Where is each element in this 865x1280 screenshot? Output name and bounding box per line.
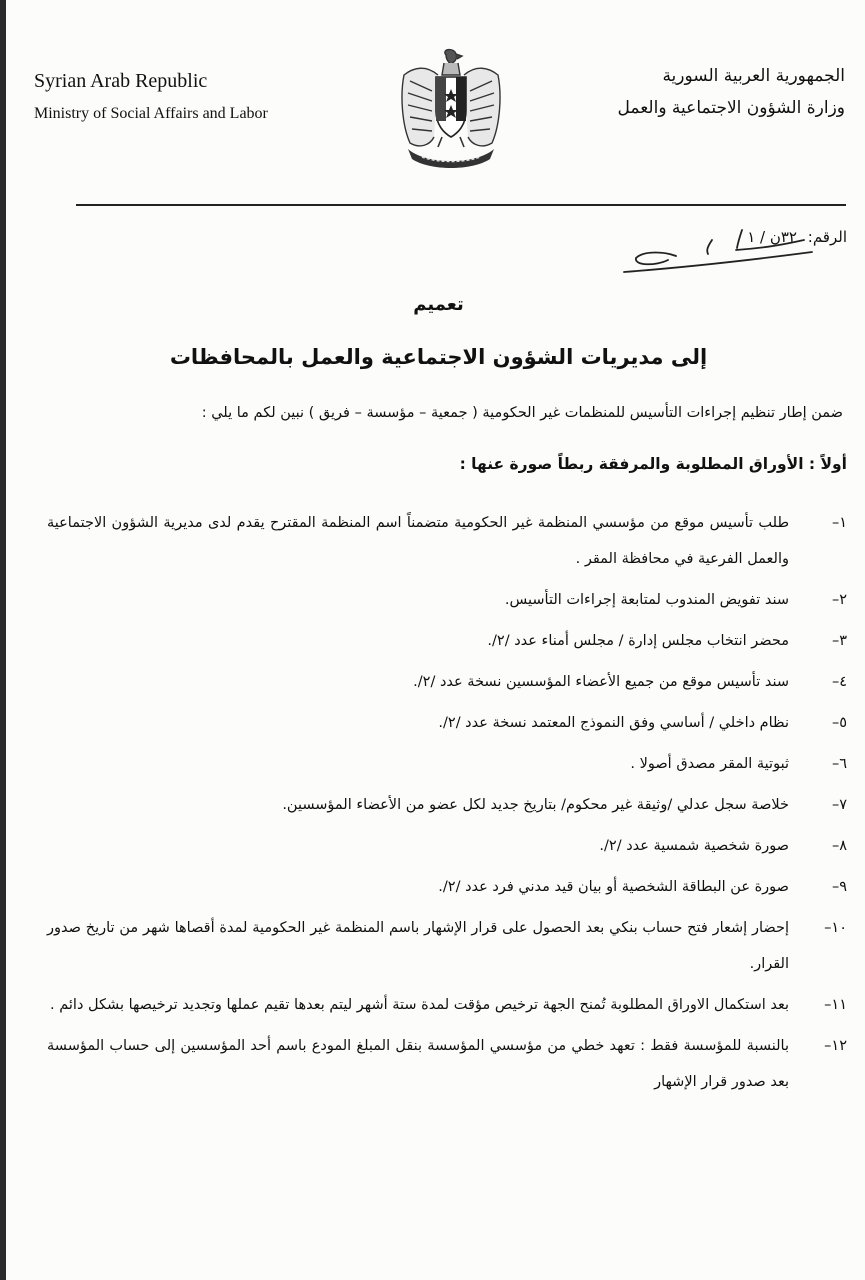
requirements-list [47, 505, 847, 1105]
list-item-number: ١٢– [824, 1038, 847, 1054]
eagle-emblem-icon [386, 45, 516, 175]
intro-paragraph: ضمن إطار تنظيم إجراءات التأسيس للمنظمات غير الحكومية ( جمعية – مؤسسة – فريق ) نبين لكم ما يلي : [201, 405, 843, 421]
list-item-text: سند تفويض المندوب لمتابعة إجراءات التأسيس. [504, 592, 789, 608]
list-item-text: إحضار إشعار فتح حساب بنكي بعد الحصول على قرار الإشهار باسم المنظمة غير الحكومية لمدة أقصاها شهر من تاريخ صدور القرار. [47, 920, 789, 972]
list-item-number: ٥– [831, 715, 847, 731]
handwritten-number-scribble [616, 222, 816, 277]
list-item-text: بالنسبة للمؤسسة فقط : تعهد خطي من مؤسسي المؤسسة بنقل المبلغ المودع باسم أحد المؤسسين إلى حساب المؤسسة بعد صدور قرار الإشهار [47, 1038, 789, 1090]
list-item-number: ١١– [824, 997, 847, 1013]
arabic-ministry-name: وزارة الشؤون الاجتماعية والعمل [617, 98, 845, 118]
arabic-country-name: الجمهورية العربية السورية [662, 66, 845, 86]
list-item [47, 746, 847, 782]
list-item [47, 910, 847, 982]
list-item-text: محضر انتخاب مجلس إدارة / مجلس أمناء عدد /٢/. [487, 633, 789, 649]
list-item-number: ١٠– [824, 920, 847, 936]
list-item [47, 705, 847, 741]
list-item [47, 582, 847, 618]
list-item-number: ٨– [831, 838, 847, 854]
list-item [47, 828, 847, 864]
list-item-text: سند تأسيس موقع من جميع الأعضاء المؤسسين نسخة عدد /٢/. [413, 674, 789, 690]
list-item-text: ثبوتية المقر مصدق أصولا . [630, 756, 789, 772]
list-item-number: ٩– [831, 879, 847, 895]
list-item [47, 787, 847, 823]
list-item-number: ٤– [831, 674, 847, 690]
list-item-text: صورة عن البطاقة الشخصية أو بيان قيد مدني فرد عدد /٢/. [438, 879, 789, 895]
english-country-name: Syrian Arab Republic [34, 70, 208, 92]
list-item [47, 1028, 847, 1100]
list-item-number: ٧– [831, 797, 847, 813]
list-item-text: صورة شخصية شمسية عدد /٢/. [599, 838, 789, 854]
list-item [47, 869, 847, 905]
list-item-number: ١– [831, 515, 847, 531]
english-letterhead [34, 70, 354, 123]
list-item [47, 505, 847, 577]
list-item-number: ٦– [831, 756, 847, 772]
list-item [47, 664, 847, 700]
recipients-heading: إلى مديريات الشؤون الاجتماعية والعمل بالمحافظات [169, 345, 708, 369]
list-item [47, 987, 847, 1023]
list-item-text: خلاصة سجل عدلي /وثيقة غير محكوم/ بتاريخ جديد لكل عضو من الأعضاء المؤسسين. [282, 797, 789, 813]
list-item-number: ٢– [831, 592, 847, 608]
list-item-text: بعد استكمال الاوراق المطلوبة تُمنح الجهة ترخيص مؤقت لمدة ستة أشهر ليتم بعدها تقيم عملها وتجديد ترخيصها بشكل دائم . [50, 997, 789, 1013]
section-heading: أولاً : الأوراق المطلوبة والمرفقة ربطاً صورة عنها : [459, 455, 847, 473]
reference-value: ٣٢ن / ١ [747, 228, 797, 246]
list-item [47, 623, 847, 659]
english-ministry-name: Ministry of Social Affairs and Labor [34, 105, 268, 122]
list-item-text: نظام داخلي / أساسي وفق النموذج المعتمد نسخة عدد /٢/. [438, 715, 789, 731]
reference-label: الرقم: [807, 228, 847, 246]
header-divider [76, 204, 846, 206]
list-item-number: ٣– [831, 633, 847, 649]
list-item-text: طلب تأسيس موقع من مؤسسي المنظمة غير الحكومية متضمناً اسم المنظمة المقترح يقدم لدى مديرية الشؤون الاجتماعية والعمل الفرعية في محافظة المقر . [47, 515, 789, 567]
arabic-letterhead [545, 66, 845, 118]
circular-title: تعميم [413, 294, 464, 315]
